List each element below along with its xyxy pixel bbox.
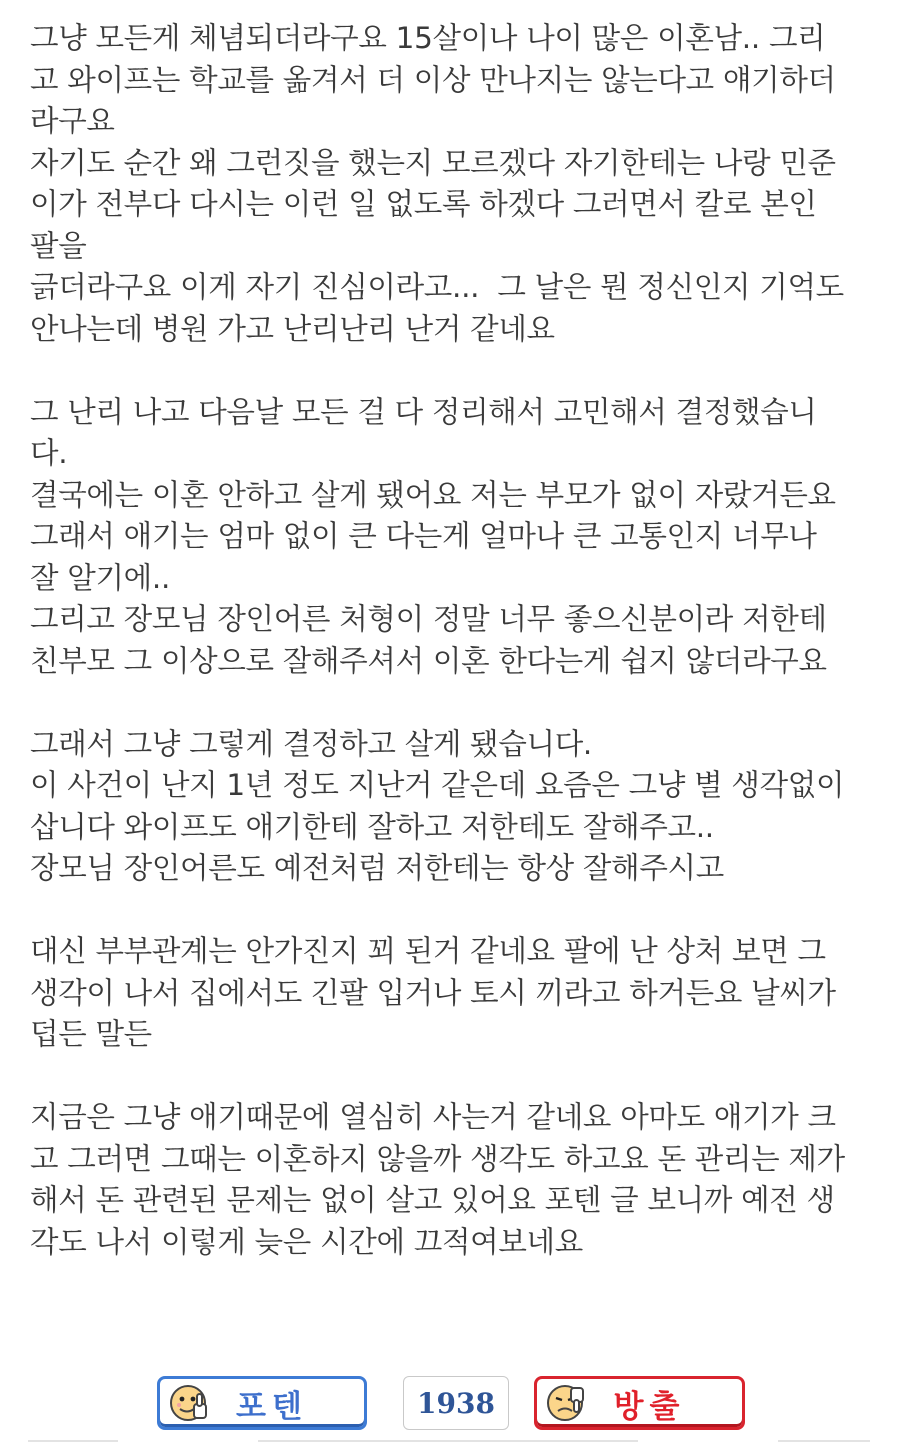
post-text-line: 결국에는 이혼 안하고 살게 됐어요 저는 부모가 없이 자랐거든요 xyxy=(30,477,836,512)
post-text-line: 그 난리 나고 다음날 모든 걸 다 정리해서 고민해서 결정했습니 xyxy=(30,394,817,429)
post-text-line: 안나는데 병원 가고 난리난리 난거 같네요 xyxy=(30,311,555,346)
vote-count: 1938 xyxy=(403,1376,509,1430)
post-text-line: 긁더라구요 이게 자기 진심이라고... 그 날은 뭔 정신인지 기억도 xyxy=(30,270,844,304)
post-text-line: 그리고 장모님 장인어른 처형이 정말 너무 좋으신분이라 저한테 xyxy=(30,602,827,636)
divider xyxy=(28,1440,118,1442)
post-text-line: 고 그러면 그때는 이혼하지 않을까 생각도 하고요 돈 관리는 제가 xyxy=(30,1141,845,1176)
post-text-line xyxy=(30,682,880,724)
downvote-button[interactable] xyxy=(534,1376,745,1430)
post-text-line: 삽니다 와이프도 애기한테 잘하고 저한테도 잘해주고.. xyxy=(30,809,714,844)
post-text-line: 각도 나서 이렇게 늦은 시간에 끄적여보네요 xyxy=(30,1224,583,1259)
post-text-line: 대신 부부관계는 안가진지 꾀 된거 같네요 팔에 난 상처 보면 그 xyxy=(30,934,826,968)
thumbs-down-face-icon xyxy=(545,1382,587,1424)
post-text-line: 해서 돈 관련된 문제는 없이 살고 있어요 포텐 글 보니까 예전 생 xyxy=(30,1183,835,1217)
post-text-line xyxy=(30,1056,880,1098)
vote-bar xyxy=(0,1374,900,1434)
post-text-line: 팔을 xyxy=(30,228,87,263)
post-text-line: 덥든 말든 xyxy=(30,1017,152,1051)
upvote-button[interactable] xyxy=(157,1376,367,1430)
post-text-line xyxy=(30,350,880,392)
divider xyxy=(258,1440,638,1442)
post-text-line: 자기도 순간 왜 그런짓을 했는지 모르겠다 자기한테는 나랑 민준 xyxy=(30,145,836,180)
divider xyxy=(778,1440,870,1442)
post-text-line: 그래서 그냥 그렇게 결정하고 살게 됐습니다. xyxy=(30,726,593,761)
post-text-line: 이 사건이 난지 1년 정도 지난거 같은데 요즘은 그냥 별 생각없이 xyxy=(30,768,845,802)
post-text-line xyxy=(30,890,880,932)
post-text-line: 그냥 모든게 체념되더라구요 15살이나 나이 많은 이혼남.. 그리 xyxy=(30,21,826,55)
post-text-line: 잘 알기에.. xyxy=(30,560,171,595)
post-text-line: 친부모 그 이상으로 잘해주셔서 이혼 한다는게 쉽지 않더라구요 xyxy=(30,643,827,678)
post-text-line: 지금은 그냥 애기때문에 열심히 사는거 같네요 아마도 애기가 크 xyxy=(30,1100,836,1134)
upvote-label: 포텐 xyxy=(236,1388,308,1425)
post-text-line: 다. xyxy=(30,436,68,470)
post-text-line: 장모님 장인어른도 예전처럼 저한테는 항상 잘해주시고 xyxy=(30,851,724,885)
downvote-label: 방출 xyxy=(613,1388,686,1425)
post-text-line: 라구요 xyxy=(30,104,115,138)
post-body xyxy=(30,18,880,1263)
thumbs-up-face-icon xyxy=(168,1382,210,1424)
post-text-line: 이가 전부다 다시는 이런 일 없도록 하겠다 그러면서 칼로 본인 xyxy=(30,187,817,221)
post-text-line: 고 와이프는 학교를 옮겨서 더 이상 만나지는 않는다고 얘기하더 xyxy=(30,62,836,97)
post-text-line: 그래서 애기는 엄마 없이 큰 다는게 얼마나 큰 고통인지 너무나 xyxy=(30,519,817,553)
post-text-line: 생각이 나서 집에서도 긴팔 입거나 토시 끼라고 하거든요 날씨가 xyxy=(30,975,836,1010)
